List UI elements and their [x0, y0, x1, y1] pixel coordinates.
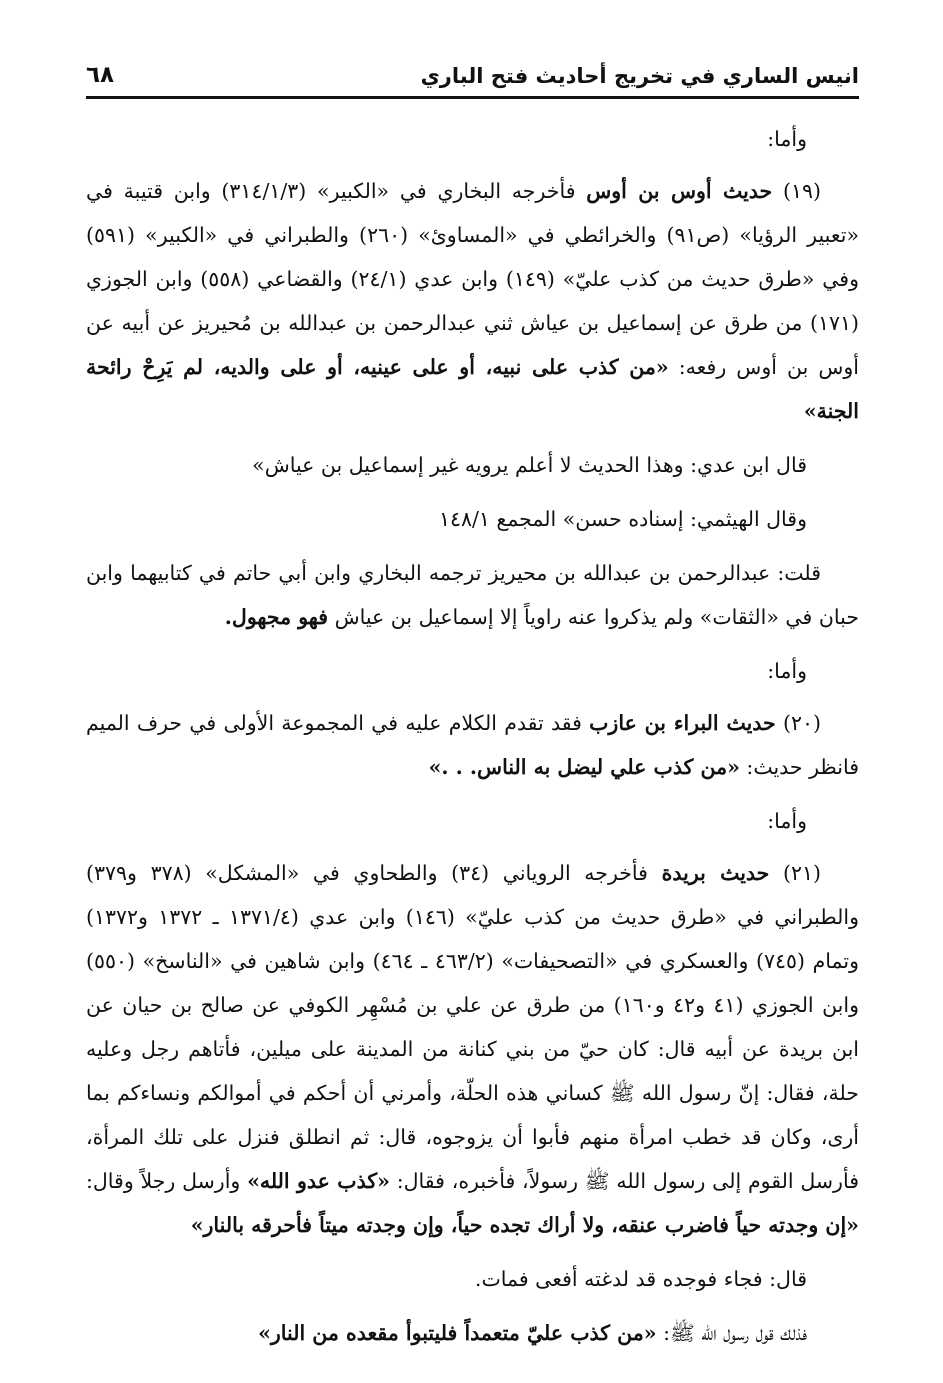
page-number: ٦٨ [86, 62, 115, 88]
dhalik-line [86, 1311, 859, 1355]
haythami-quote: وقال الهيثمي: إسناده حسن» المجمع ١٤٨/١ [438, 507, 807, 531]
hadith-21-title: حديث بريدة [661, 861, 770, 885]
wa-amma-3: وأما: [767, 809, 807, 833]
hadith-19-title: حديث أوس بن أوس [586, 179, 773, 203]
ibn-adi-quote: قال ابن عدي: وهذا الحديث لا أعلم يرويه غير إسماعيل بن عياش» [252, 453, 807, 477]
hadith-21-sources: فأخرجه الروياني (٣٤) والطحاوي في «المشكل» (٣٧٨ و٣٧٩) والطبراني في «طرق حديث من كذب عليّ» (١٤٦) وابن عدي (١٣٧١/٤ ـ ١٣٧٢ و١٣٧٢) وتمام (٧٤٥) والعسكري في «التصحيفات» (٤٦٣/٢ ـ ٤٦٤) وابن شاهين في «الناسخ» (٥٥٠) وابن الجوزي (٤١ و٤٢ و١٦٠) من طرق عن علي بن مُسْهِر الكوفي عن صالح بن حيان عن ابن بريدة عن أبيه قال: كان حيّ من بني كنانة من المدينة على ميلين، فأتاهم رجل وعليه حلة، فقال: إنّ رسول الله ﷺ كساني هذه الحلّة، وأمرني أن أحكم في أموالكم ونساءكم بما أرى، وكان قد خطب امرأة منهم فأبوا أن يزوجوه، قال: ثم انطلق فنزل على تلك المرأة، فأرسل القوم إلى رسول الله ﷺ رسولاً، فأخبره، فقال: [86, 861, 859, 1193]
page-body [86, 99, 859, 1355]
qultu-verdict: فهو مجهول. [224, 605, 329, 629]
hadith-19-sources: فأخرجه البخاري في «الكبير» (٣١٤/١/٣) وابن قتيبة في «تعبير الرؤيا» (ص٩١) والخرائطي في «المساوئ» (٢٦٠) والطبراني في «الكبير» (٥٩١) وفي «طرق حديث من كذب عليّ» (١٤٩) وابن عدي (٢٤/١) والقضاعي (٥٥٨) وابن الجوزي (١٧١) من طرق عن إسماعيل بن عياش ثني عبدالرحمن بن عبدالله بن مُحيريز عن أبيه عن أوس بن أوس رفعه: [86, 179, 859, 379]
hadith-20-text: «من كذب علي ليضل به الناس. . .» [428, 755, 740, 779]
hadith-20-title: حديث البراء بن عازب [589, 711, 776, 735]
wa-amma-1: وأما: [767, 127, 807, 151]
running-title: انيس الساري في تخريج أحاديث فتح الباري [420, 64, 859, 88]
page-header [86, 62, 859, 99]
qala-line: قال: فجاء فوجده قد لدغته أفعى فمات. [474, 1267, 807, 1291]
hadith-21-kadhaba: «كذب عدو الله» [247, 1169, 390, 1193]
qultu-paragraph [86, 551, 859, 639]
hadith-20-sources: فقد تقدم الكلام عليه في المجموعة الأولى في حرف الميم فانظر حديث: [86, 711, 859, 779]
qultu-text: قلت: عبدالرحمن بن عبدالله بن محيريز ترجمه البخاري وابن أبي حاتم في كتابيهما وابن حبان في «الثقات» ولم يذكروا عنه راوياً إلا إسماعيل بن عياش [86, 561, 859, 629]
hadith-19-text: «من كذب على نبيه، أو على عينيه، أو على والديه، لم يَرِحْ رائحة الجنة» [86, 355, 859, 423]
hadith-21-number: (٢١) [769, 861, 822, 885]
wa-amma-2: وأما: [767, 659, 807, 683]
dhalik-intro: فذلك قول رسول الله ﷺ: [656, 1321, 807, 1345]
hadith-19-number: (١٩) [772, 179, 822, 203]
hadith-21-mid: وأرسل رجلاً وقال: [86, 1169, 248, 1193]
hadith-19-paragraph [86, 169, 859, 433]
dhalik-hadith: «من كذب عليّ متعمداً فليتبوأ مقعده من النار» [258, 1321, 657, 1345]
hadith-21-text: «إن وجدته حياً فاضرب عنقه، ولا أراك تجده حياً، وإن وجدته ميتاً فأحرقه بالنار» [190, 1213, 859, 1237]
hadith-20-number: (٢٠) [775, 711, 821, 735]
hadith-20-paragraph [86, 701, 859, 789]
hadith-21-paragraph [86, 851, 859, 1247]
